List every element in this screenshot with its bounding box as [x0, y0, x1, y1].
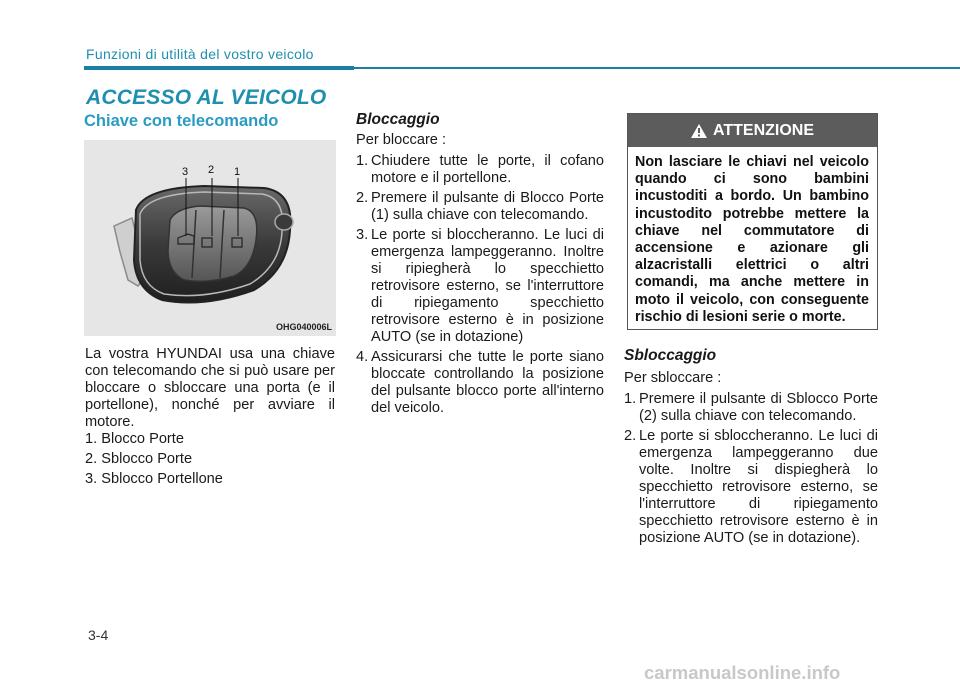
sbloccaggio-heading: Sbloccaggio [624, 347, 717, 364]
list-number: 1. [356, 153, 369, 169]
section-subtitle: Chiave con telecomando [84, 112, 279, 130]
page-number: 3-4 [88, 627, 109, 643]
list-text: Premere il pulsante di Blocco Porte (1) sulla chiave con telecomando. [371, 190, 604, 223]
list-item: 3. Sblocco Portellone [85, 471, 223, 487]
sbloccaggio-intro: Per sbloccare : [624, 370, 722, 386]
list-item [356, 190, 604, 224]
figure-code: OHG040006L [275, 322, 332, 332]
page-title: ACCESSO AL VEICOLO [86, 86, 327, 109]
list-item [624, 391, 878, 425]
list-text: Chiudere tutte le porte, il cofano motore e il portellone. [371, 153, 604, 186]
warning-heading: ATTENZIONE [712, 121, 815, 139]
list-text: Assicurarsi che tutte le porte siano bloccate controllando la posizione del pulsante blocco porte all'interno del veicolo. [371, 349, 604, 416]
list-number: 2. [356, 190, 369, 206]
list-text: Le porte si sbloccheranno. Le luci di emergenza lampeggeranno due volte. Inoltre si dispiegherà lo specchietto retrovisore esterno, se l'interruttore di ripiegamento specchietto retrovisore esterno è in posizione AUTO (se in dotazione). [639, 428, 878, 546]
list-text: Le porte si bloccheranno. Le luci di emergenza lampeggeranno. Inoltre si ripiegherà lo specchietto retrovisore esterno, se l'interruttore di ripiegamento specchietto retrovisore esterno è in posizione AUTO (se in dotazione) [371, 227, 604, 345]
list-item: 2. Sblocco Porte [85, 451, 193, 467]
callout-3: 3 [182, 166, 189, 178]
bloccaggio-steps [356, 153, 604, 417]
warning-box [627, 113, 878, 330]
list-number: 2. [624, 428, 637, 444]
list-item [356, 227, 604, 346]
warning-header [628, 114, 877, 147]
list-item [356, 349, 604, 417]
header-rule-accent [84, 66, 354, 70]
list-number: 4. [356, 349, 369, 365]
running-header: Funzioni di utilità del vostro veicolo [86, 46, 314, 62]
key-fob-illustration [84, 140, 336, 336]
list-item [356, 153, 604, 187]
watermark: carmanualsonline.info [644, 662, 841, 683]
warning-triangle-icon [691, 124, 707, 138]
list-item: 1. Blocco Porte [85, 431, 184, 447]
list-text: Premere il pulsante di Sblocco Porte (2) sulla chiave con telecomando. [639, 391, 878, 424]
list-item [624, 428, 878, 547]
header-rule [354, 67, 960, 69]
callout-2: 2 [208, 164, 215, 176]
list-number: 3. [356, 227, 369, 243]
key-fob-figure [84, 140, 336, 336]
bloccaggio-intro: Per bloccare : [356, 132, 447, 148]
warning-text: Non lasciare le chiavi nel veicolo quando ci sono bambini incustoditi a bordo. Un bambino incustodito potrebbe mettere la chiave nel commutatore di accensione e azionare gli alzacristalli elettrici o altri comandi, ma anche mettere in moto il veicolo, con conseguente rischio di lesioni serie o morte. [635, 154, 869, 325]
list-number: 1. [624, 391, 637, 407]
intro-paragraph: La vostra HYUNDAI usa una chiave con telecomando che si può usare per bloccare o sbloccare una porta (e il portellone), nonché per avviare il motore. [85, 346, 335, 430]
callout-1: 1 [234, 166, 241, 178]
sbloccaggio-steps [624, 391, 878, 547]
bloccaggio-heading: Bloccaggio [356, 111, 440, 128]
